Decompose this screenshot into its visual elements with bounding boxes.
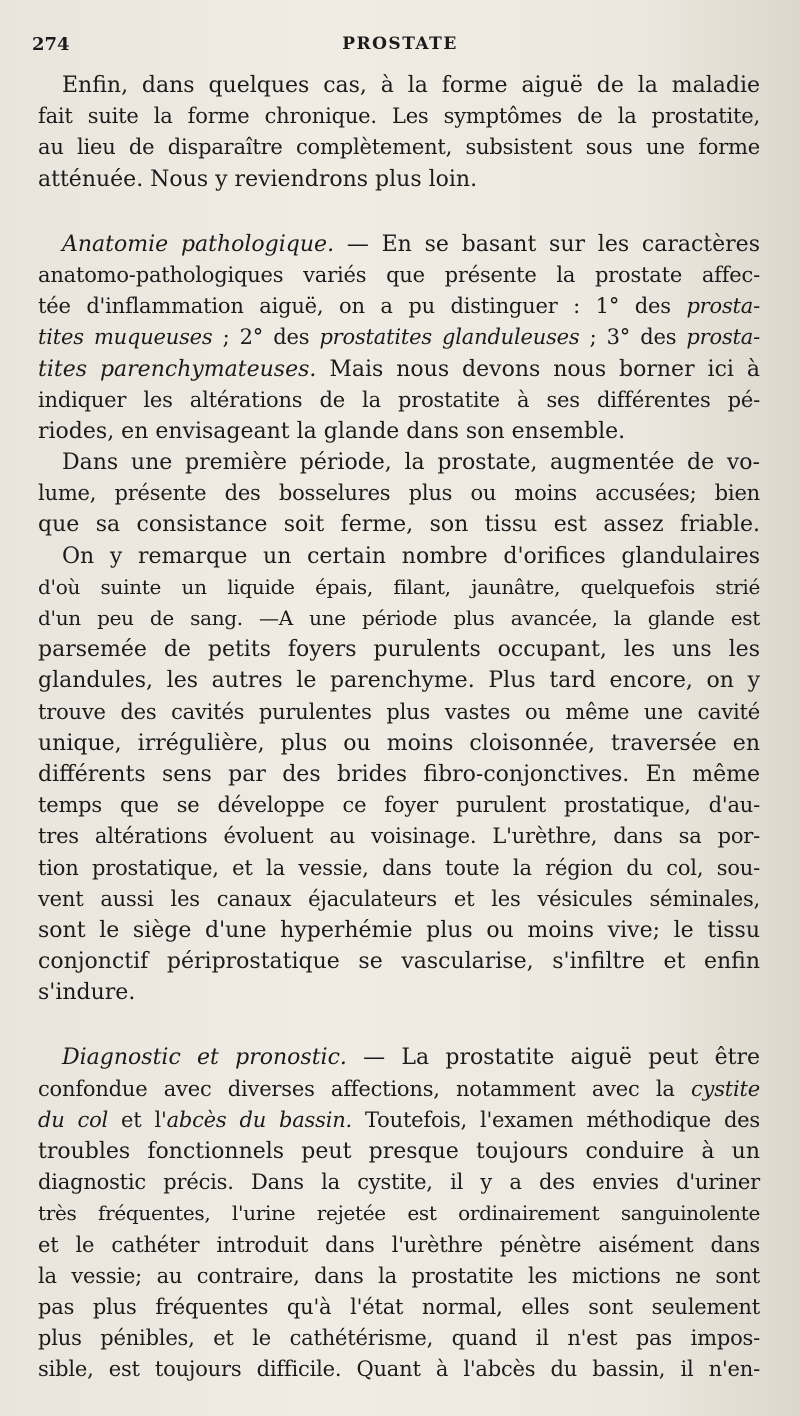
text-line	[38, 1136, 760, 1167]
italic-term: prosta-	[686, 325, 760, 350]
text-span: ; 3° des	[579, 325, 687, 350]
text-line	[38, 416, 760, 447]
text-line	[38, 665, 760, 696]
text-span: temps que se développe ce foyer purulent prostatique, d'au-	[38, 793, 760, 818]
text-line	[38, 132, 760, 163]
text-line	[38, 821, 760, 852]
section-gap	[38, 195, 760, 229]
text-line	[38, 1074, 760, 1105]
page-number: 274	[32, 34, 70, 55]
text-span: la vessie; au contraire, dans la prostatite les mictions ne sont	[38, 1263, 760, 1288]
text-line	[38, 1230, 760, 1261]
text-span: — La prostatite aiguë peut être	[346, 1045, 760, 1071]
text-line	[38, 1354, 760, 1385]
text-span: — En se basant sur les caractères	[334, 231, 760, 257]
text-span: tée d'inflammation aiguë, on a pu distinguer : 1° des	[38, 294, 687, 319]
text-span: pas plus fréquentes qu'à l'état normal, elles sont seulement	[38, 1294, 760, 1319]
text-line	[38, 572, 760, 603]
text-span: troubles fonctionnels peut presque toujours conduire à un	[38, 1139, 760, 1164]
text-line	[38, 759, 760, 790]
text-line	[38, 1042, 760, 1073]
text-span: d'où suinte un liquide épais, filant, jaunâtre, quelquefois strié	[38, 574, 760, 599]
section-gap	[38, 1008, 760, 1042]
section-heading-anatomie: Anatomie pathologique.	[62, 231, 335, 257]
text-span: glandules, les autres le parenchyme. Plus tard encore, on y	[38, 668, 760, 694]
text-span: s'indure.	[38, 980, 136, 1006]
text-span: Dans une première période, la prostate, augmentée de vo-	[62, 450, 760, 476]
text-line	[38, 728, 760, 759]
text-span: tion prostatique, et la vessie, dans toute la région du col, sou-	[38, 855, 760, 880]
text-span: atténuée. Nous y reviendrons plus loin.	[38, 166, 478, 192]
text-line	[38, 884, 760, 915]
text-span: confondue avec diverses affections, notamment avec la	[38, 1076, 691, 1101]
text-line	[38, 1167, 760, 1198]
text-span: Mais nous devons nous borner ici à	[316, 356, 760, 382]
italic-term: du col	[38, 1107, 109, 1132]
text-line	[38, 1292, 760, 1323]
text-line	[38, 1105, 760, 1136]
italic-term: prosta-	[686, 294, 760, 319]
text-span: On y remarque un certain nombre d'orifices glandulaires	[62, 543, 760, 569]
text-line	[38, 229, 760, 260]
text-line	[38, 915, 760, 946]
text-line	[38, 977, 760, 1008]
text-line	[38, 541, 760, 572]
text-span: fait suite la forme chronique. Les symptômes de la prostatite,	[38, 104, 760, 129]
text-line	[38, 1323, 760, 1354]
text-line	[38, 634, 760, 665]
italic-term: abcès du bassin.	[166, 1107, 353, 1132]
text-span: d'un peu de sang. —A une période plus avancée, la glande est	[38, 606, 760, 630]
text-line	[38, 1261, 760, 1292]
text-line	[38, 322, 760, 353]
text-line	[38, 291, 760, 322]
italic-term: tites muqueuses	[38, 325, 213, 350]
italic-term: cystite	[690, 1076, 760, 1101]
text-span: Enfin, dans quelques cas, à la forme aiguë de la maladie	[62, 73, 760, 98]
text-span: parsemée de petits foyers purulents occupant, les uns les	[38, 637, 760, 663]
text-line	[38, 478, 760, 509]
text-line	[38, 447, 760, 478]
text-span: tres altérations évoluent au voisinage. L'urèthre, dans sa por-	[38, 824, 760, 849]
text-span: et l'	[108, 1107, 167, 1132]
text-span: indiquer les altérations de la prostatite à ses différentes pé-	[38, 387, 760, 412]
text-span: riodes, en envisageant la glande dans son ensemble.	[38, 418, 626, 444]
text-span: lume, présente des bosselures plus ou moins accusées; bien	[38, 481, 760, 506]
text-line	[38, 385, 760, 416]
text-span: très fréquentes, l'urine rejetée est ordinairement sanguinolente	[38, 1201, 760, 1226]
text-span: différents sens par des brides fibro-conjonctives. En même	[38, 761, 760, 787]
text-span: au lieu de disparaître complètement, subsistent sous une forme	[38, 135, 760, 160]
text-span: que sa consistance soit ferme, son tissu est assez friable.	[38, 512, 760, 538]
text-span: unique, irrégulière, plus ou moins cloisonnée, traversée en	[38, 730, 760, 756]
text-line	[38, 70, 760, 101]
text-span: Toutefois, l'examen méthodique des	[352, 1107, 760, 1132]
text-span: et le cathéter introduit dans l'urèthre pénètre aisément dans	[38, 1232, 760, 1257]
text-line	[38, 164, 760, 195]
text-line	[38, 603, 760, 634]
text-line	[38, 509, 760, 540]
text-span: ; 2° des	[212, 325, 320, 350]
italic-term: tites parenchymateuses.	[38, 356, 317, 382]
section-heading-diagnostic: Diagnostic et pronostic.	[62, 1045, 347, 1071]
page-header	[32, 34, 768, 60]
text-span: trouve des cavités purulentes plus vastes ou même une cavité	[38, 699, 760, 724]
body-text	[38, 70, 760, 1386]
text-line	[38, 260, 760, 291]
text-line	[38, 853, 760, 884]
text-span: plus pénibles, et le cathétérisme, quand il n'est pas impos-	[38, 1326, 760, 1351]
text-span: sont le siège d'une hyperhémie plus ou moins vive; le tissu	[38, 917, 760, 943]
text-line	[38, 697, 760, 728]
text-span: conjonctif périprostatique se vascularise, s'infiltre et enfin	[38, 949, 760, 975]
text-line	[38, 946, 760, 977]
text-span: sible, est toujours difficile. Quant à l'abcès du bassin, il n'en-	[38, 1357, 760, 1382]
italic-term: prostatites glanduleuses	[319, 325, 580, 350]
text-span: vent aussi les canaux éjaculateurs et les vésicules séminales,	[38, 886, 760, 911]
text-line	[38, 101, 760, 132]
text-span: anatomo-pathologiques variés que présente la prostate affec-	[38, 262, 760, 287]
running-title: PROSTATE	[342, 34, 458, 54]
text-span: diagnostic précis. Dans la cystite, il y a des envies d'uriner	[38, 1170, 760, 1195]
text-line	[38, 1198, 760, 1229]
text-line	[38, 790, 760, 821]
text-line	[38, 354, 760, 385]
